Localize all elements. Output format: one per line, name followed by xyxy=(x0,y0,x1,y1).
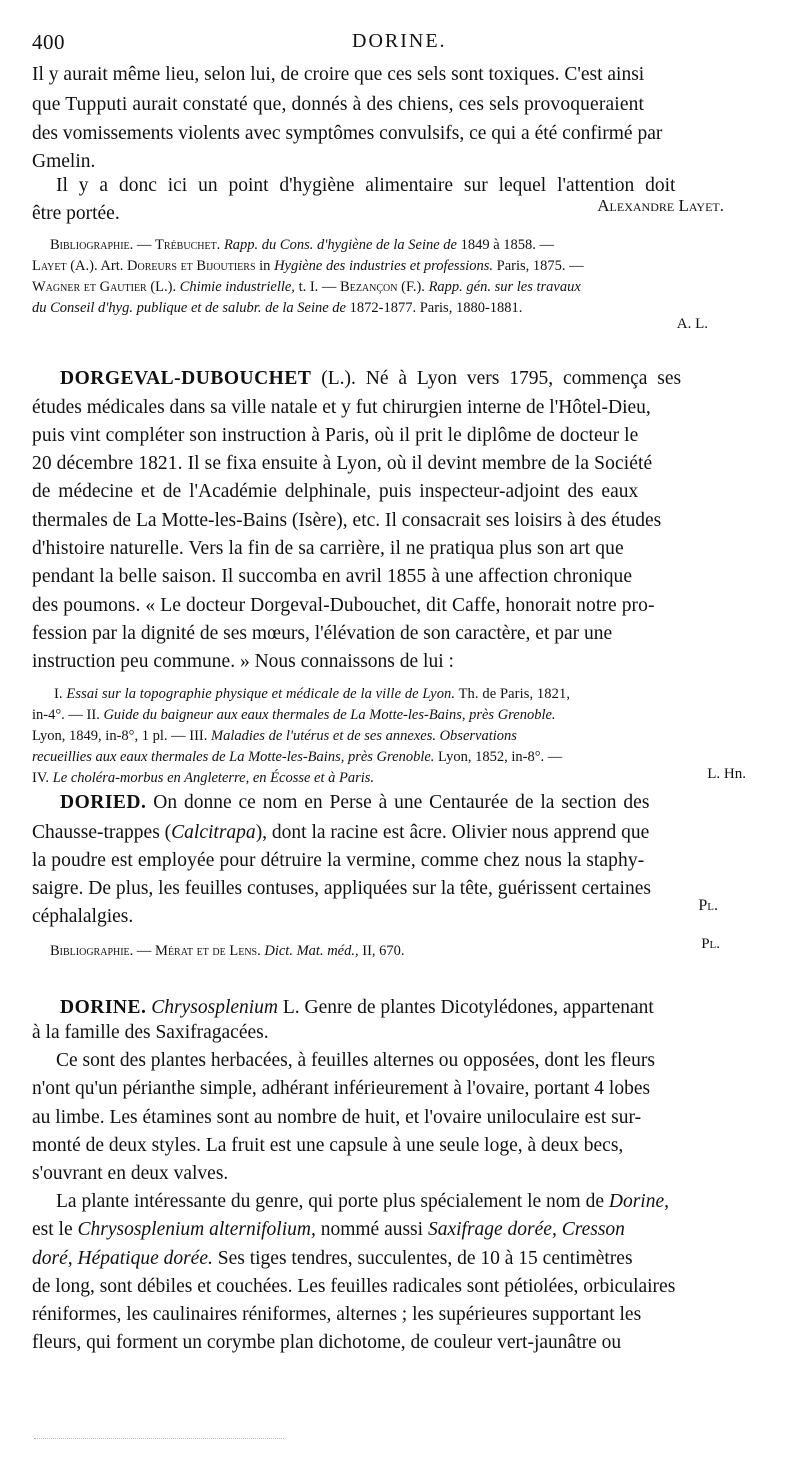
text-line: doré, Hépatique dorée. Ses tiges tendres, succulentes, de 10 à 15 centimètres xyxy=(32,1248,633,1269)
work-line: recueillies aux eaux thermales de La Motte-les-Bains, près Grenoble. Lyon, 1852, in-8°. — xyxy=(32,749,563,765)
text-line: Il y a donc ici un point d'hygiène alimentaire sur lequel l'attention doit xyxy=(56,175,676,196)
text-line: est le Chrysosplenium alternifolium, nommé aussi Saxifrage dorée, Cresson xyxy=(32,1219,625,1240)
text-line: la poudre est employée pour détruire la vermine, comme chez nous la staphy- xyxy=(32,850,645,871)
biblio-line: Wagner et Gautier (L.). Chimie industrielle, t. I. — Bezançon (F.). Rapp. gén. sur les travaux xyxy=(32,279,581,295)
text-line: que Tupputi aurait constaté que, donnés à des chiens, ces sels provoqueraient xyxy=(32,94,645,115)
author-initials: Pl. xyxy=(701,936,720,952)
text-line: Il y aurait même lieu, selon lui, de croire que ces sels sont toxiques. C'est ainsi xyxy=(32,64,645,85)
text-line: fession par la dignité de ses mœurs, l'élévation de son caractère, et par une xyxy=(32,623,613,644)
page-number: 400 xyxy=(32,30,65,54)
biblio-line: Bibliographie. — Mérat et de Lens. Dict. Mat. méd., II, 670. xyxy=(50,943,405,959)
author-initials: Pl. xyxy=(698,897,718,914)
text-line: de médecine et de l'Académie delphinale, puis inspecteur-adjoint des eaux xyxy=(32,481,639,502)
biblio-line: Bibliographie. — Trébuchet. Rapp. du Cons. d'hygiène de la Seine de 1849 à 1858. — xyxy=(50,237,555,253)
entry-first-line: DORINE. Chrysosplenium L. Genre de plantes Dicotylédones, appartenant xyxy=(60,997,654,1018)
text-line: instruction peu commune. » Nous connaissons de lui : xyxy=(32,651,454,672)
text-line: thermales de La Motte-les-Bains (Isère), etc. Il consacrait ses loisirs à des études xyxy=(32,510,662,531)
text-line: s'ouvrant en deux valves. xyxy=(32,1163,229,1184)
entry-headword: DORIED. xyxy=(60,792,147,813)
text-line: fleurs, qui forment un corymbe plan dichotome, de couleur vert-jaunâtre ou xyxy=(32,1332,622,1353)
text-line: 20 décembre 1821. Il se fixa ensuite à Lyon, où il devint membre de la Société xyxy=(32,453,653,474)
page-footer-mark xyxy=(34,1438,284,1440)
entry-first-line: DORIED. On donne ce nom en Perse à une Centaurée de la section des xyxy=(60,792,650,813)
text-line: au limbe. Les étamines sont au nombre de huit, et l'ovaire uniloculaire est sur- xyxy=(32,1107,642,1128)
text-line: La plante intéressante du genre, qui porte plus spécialement le nom de Dorine, xyxy=(56,1191,669,1212)
text-line: saigre. De plus, les feuilles contuses, appliquées sur la tête, guérissent certaines xyxy=(32,878,651,899)
text-line: des poumons. « Le docteur Dorgeval-Dubouchet, dit Caffe, honorait notre pro- xyxy=(32,595,655,616)
biblio-line: Layet (A.). Art. Doreurs et Bijoutiers in Hygiène des industries et professions. Paris, 1875. — xyxy=(32,258,584,274)
entry-headword: DORINE. xyxy=(60,997,147,1018)
text-line: céphalalgies. xyxy=(32,906,134,927)
text-line: être portée. xyxy=(32,203,120,224)
work-line: I. Essai sur la topographie physique et médicale de la ville de Lyon. Th. de Paris, 1821, xyxy=(54,686,571,702)
text-line: des vomissements violents avec symptômes convulsifs, ce qui a été confirmé par xyxy=(32,123,663,144)
text-line: Gmelin. xyxy=(32,151,96,172)
entry-headword: DORGEVAL-DUBOUCHET xyxy=(60,368,312,389)
text-line: pendant la belle saison. Il succomba en avril 1855 à une affection chronique xyxy=(32,566,633,587)
running-head xyxy=(32,30,776,58)
entry-first-line: DORGEVAL-DUBOUCHET (L.). Né à Lyon vers 1795, commença ses xyxy=(60,368,682,389)
text-line: puis vint compléter son instruction à Paris, où il prit le diplôme de docteur le xyxy=(32,425,639,446)
document-page xyxy=(32,0,776,1478)
biblio-line: du Conseil d'hyg. publique et de salubr. de la Seine de 1872-1877. Paris, 1880-1881. xyxy=(32,300,523,316)
work-line: Lyon, 1849, in-8°, 1 pl. — III. Maladies de l'utérus et de ses annexes. Observations xyxy=(32,728,517,744)
running-title: DORINE. xyxy=(352,30,447,52)
text-line: Ce sont des plantes herbacées, à feuilles alternes ou opposées, dont les fleurs xyxy=(56,1050,655,1071)
author-initials: A. L. xyxy=(676,316,708,332)
text-line: monté de deux styles. La fruit est une capsule à une seule loge, à deux becs, xyxy=(32,1135,624,1156)
text-line: de long, sont débiles et couchées. Les feuilles radicales sont pétiolées, orbiculaires xyxy=(32,1276,676,1297)
work-line: IV. Le choléra-morbus en Angleterre, en Écosse et à Paris. xyxy=(32,770,375,786)
author-signature: Alexandre Layet. xyxy=(597,196,724,215)
text-line: d'histoire naturelle. Vers la fin de sa carrière, il ne pratiqua plus son art que xyxy=(32,538,624,559)
text-line: réniformes, les caulinaires réniformes, alternes ; les supérieures supportant les xyxy=(32,1304,642,1325)
text-line: études médicales dans sa ville natale et y fut chirurgien interne de l'Hôtel-Dieu, xyxy=(32,397,651,418)
author-initials: L. Hn. xyxy=(707,766,746,782)
work-line: in-4°. — II. Guide du baigneur aux eaux thermales de La Motte-les-Bains, près Grenoble. xyxy=(32,707,556,723)
text-line: à la famille des Saxifragacées. xyxy=(32,1022,269,1043)
text-line: n'ont qu'un périanthe simple, adhérant inférieurement à l'ovaire, portant 4 lobes xyxy=(32,1078,651,1099)
text-line: Chausse-trappes (Calcitrapa), dont la racine est âcre. Olivier nous apprend que xyxy=(32,822,650,843)
